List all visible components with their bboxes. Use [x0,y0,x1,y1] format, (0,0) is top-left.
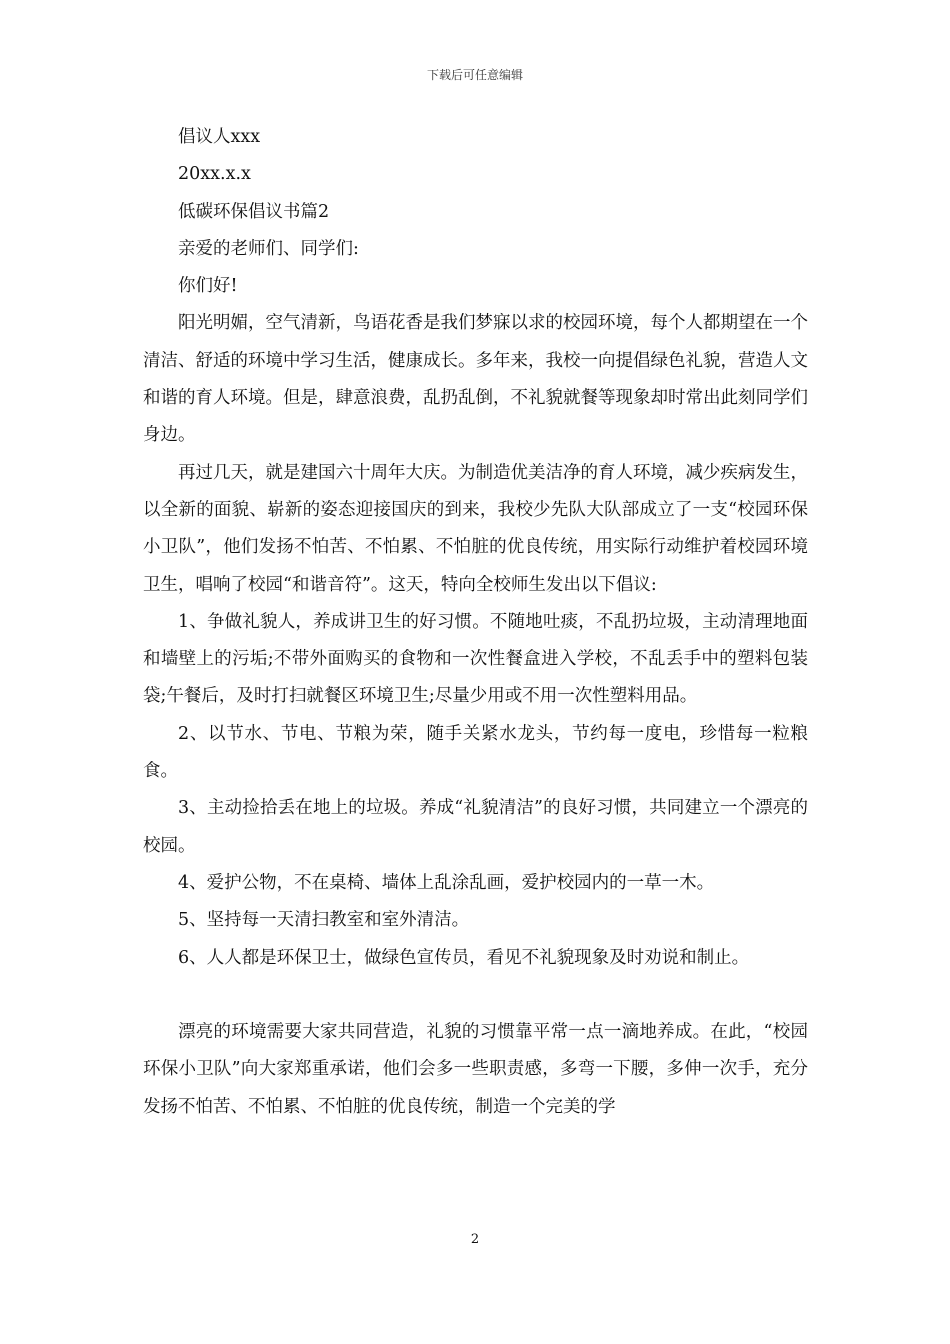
page-number: 2 [470,1232,480,1247]
proposal-item-3: 3、主动捡拾丢在地上的垃圾。养成“礼貌清洁”的良好习惯，共同建立一个漂亮的校园。 [143,798,808,856]
signatory-line: 倡议人xxx [178,127,261,147]
salutation: 亲爱的老师们、同学们: [178,238,359,259]
proposal-item-5: 5、坚持每一天清扫教室和室外清洁。 [178,910,470,931]
page-header: 下载后可任意编辑 [426,68,523,82]
proposal-item-1: 1、争做礼貌人，养成讲卫生的好习惯。不随地吐痰，不乱扔垃圾，主动清理地面和墙壁上的污垢;不带外面购买的食物和一次性餐盒进入学校，不乱丢手中的塑料包装袋;午餐后，及时打扫就餐区环境卫生;尽量少用或不用一次性塑料用品。 [143,611,808,707]
section-title: 低碳环保倡议书篇2 [178,201,330,222]
paragraph-intro: 阳光明媚，空气清新，鸟语花香是我们梦寐以求的校园环境，每个人都期望在一个清洁、舒适的环境中学习生活，健康成长。多年来，我校一向提倡绿色礼貌，营造人文和谐的育人环境。但是，肆意浪费，乱扔乱倒，不礼貌就餐等现象却时常出此刻同学们身边。 [143,313,808,446]
document-body [143,119,808,1126]
proposal-item-4: 4、爱护公物，不在桌椅、墙体上乱涂乱画，爱护校园内的一草一木。 [178,872,715,893]
date-line: 20xx.x.x [178,164,251,185]
paragraph-closing: 漂亮的环境需要大家共同营造，礼貌的习惯靠平常一点一滴地养成。在此，“校园环保小卫队”向大家郑重承诺，他们会多一些职责感，多弯一下腰，多伸一次手，充分发扬不怕苦、不怕累、不怕脏的优良传统，制造一个完美的学 [143,1022,808,1117]
proposal-item-6: 6、人人都是环保卫士，做绿色宣传员，看见不礼貌现象及时劝说和制止。 [178,947,750,968]
paragraph-context: 再过几天，就是建国六十周年大庆。为制造优美洁净的育人环境，减少疾病发生，以全新的面貌、崭新的姿态迎接国庆的到来，我校少先队大队部成立了一支“校园环保小卫队”，他们发扬不怕苦、不怕累、不怕脏的优良传统，用实际行动维护着校园环境卫生，唱响了校园“和谐音符”。这天，特向全校师生发出以下倡议: [143,462,808,595]
greeting: 你们好! [178,276,238,297]
proposal-item-2: 2、以节水、节电、节粮为荣，随手关紧水龙头，节约每一度电，珍惜每一粒粮食。 [143,723,808,782]
